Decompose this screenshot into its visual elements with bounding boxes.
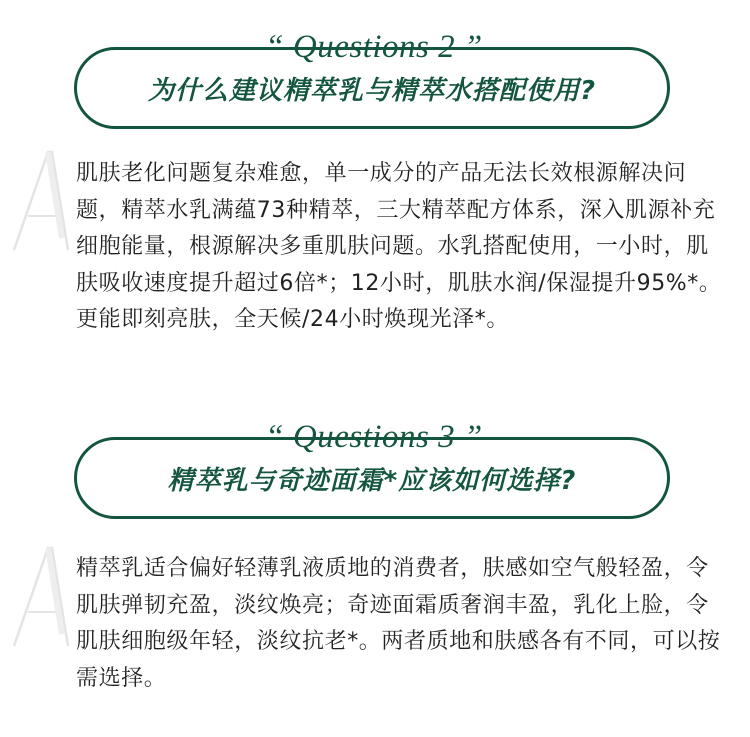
answer-text: 肌肤老化问题复杂难愈，单一成分的产品无法长效根源解决问题，精萃水乳满蕴73种精萃，三大精萃配方体系，深入肌源补充细胞能量，根源解决多重肌肤问题。水乳搭配使用，一小时，肌肤吸收速度提升超过6倍*；12小时，肌肤水润/保湿提升95%*。更能即刻亮肤，全天候/24小时焕现光泽*。 [76,161,722,332]
question-label: “ Questions 3 ” [265,419,483,455]
question-pill [74,47,670,129]
question-pill [74,437,670,519]
answer-letter-a-icon [8,146,72,254]
question-text: 为什么建议精萃乳与精萃水搭配使用? [147,75,597,106]
question-text: 精萃乳与奇迹面霜*应该如何选择? [167,465,577,496]
question-label: “ Questions 2 ” [265,29,483,65]
answer-text: 精萃乳适合偏好轻薄乳液质地的消费者，肤感如空气般轻盈，令肌肤弹韧充盈，淡纹焕亮；奇迹面霜质奢润丰盈，乳化上脸，令肌肤细胞级年轻，淡纹抗老*。两者质地和肤感各有不同，可以按需选择。 [76,556,721,691]
answer-letter-a-icon [8,542,72,650]
